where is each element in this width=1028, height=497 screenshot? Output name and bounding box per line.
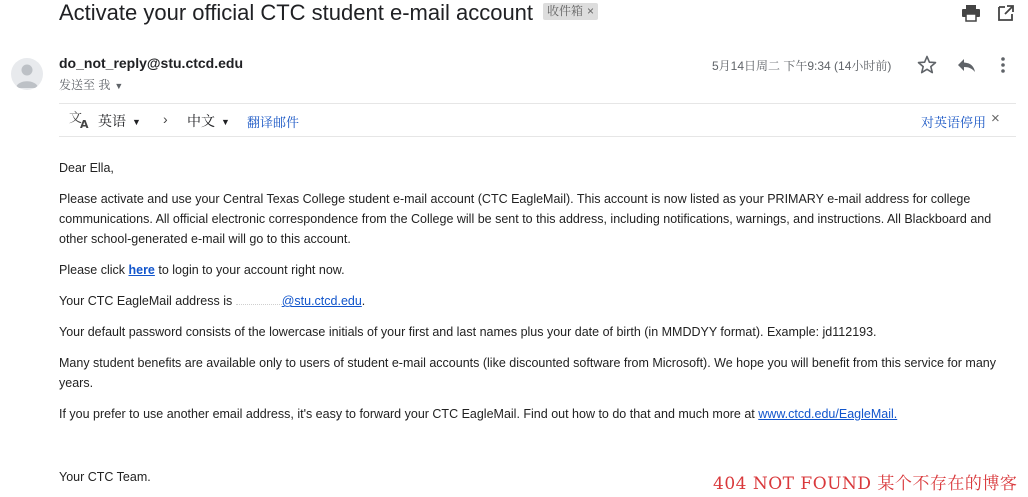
paragraph-benefits: Many student benefits are available only to users of student e-mail accounts (like discounted software from Microsoft). We hope you will benefit from this service for many years. <box>59 356 996 390</box>
paragraph-forward <box>59 404 1009 424</box>
email-date: 5月14日周二 下午9:34 (14小时前) <box>712 59 892 73</box>
redacted-username <box>236 294 282 305</box>
login-here-link[interactable]: here <box>128 263 155 277</box>
translate-message-link[interactable]: 翻译邮件 <box>247 115 300 130</box>
signoff: Your CTC Team. <box>59 470 151 484</box>
disable-translation-link[interactable]: 对英语停用 <box>921 115 987 130</box>
more-vert-icon[interactable] <box>997 54 1019 76</box>
label-chip-text: 收件箱 <box>547 3 584 18</box>
star-icon[interactable] <box>916 54 938 76</box>
avatar <box>11 58 43 90</box>
text: to login to your account right now. <box>154 263 345 277</box>
chevron-down-icon[interactable]: ▼ <box>114 81 124 91</box>
eaglemail-address-link[interactable] <box>236 294 362 308</box>
reply-icon[interactable] <box>955 54 977 76</box>
email-subject <box>59 0 598 26</box>
paragraph-activate: Please activate and use your Central Texas College student e-mail account (CTC EagleMail). This account is now listed as your PRIMARY e-mail address for college communications. All official electronic correspondence from the College will be sent to this address, including notifications, warnings, and instructions. All Blackboard and other school-generated e-mail will go to this account. <box>59 192 992 246</box>
chevron-right-icon: › <box>163 111 168 127</box>
chevron-down-icon: ▼ <box>132 117 141 127</box>
paragraph-address <box>59 291 1009 311</box>
paragraph-password: Your default password consists of the lowercase initials of your first and last names plus your date of birth (in MMDDYY format). Example: jd112193. <box>59 325 877 339</box>
target-language-select[interactable] <box>187 111 230 131</box>
translate-bar <box>59 103 1016 137</box>
blog-watermark: 404 NOT FOUND 某个不存在的博客 <box>713 474 1018 494</box>
remove-label-button[interactable]: × <box>587 3 595 18</box>
close-icon[interactable]: × <box>991 110 1000 127</box>
to-label: 发送至 我 <box>59 78 111 92</box>
print-icon[interactable] <box>960 4 982 22</box>
chevron-down-icon: ▼ <box>221 117 230 127</box>
text: Please click <box>59 263 129 277</box>
source-language-label: 英语 <box>98 113 126 129</box>
subject-text: Activate your official CTC student e-mail account <box>59 0 534 25</box>
svg-text:文: 文 <box>69 111 83 126</box>
address-domain: @stu.ctcd.edu <box>281 294 362 308</box>
sender-address[interactable]: do_not_reply@stu.ctcd.edu <box>59 55 244 71</box>
avatar-person-icon <box>11 58 43 90</box>
text: Your CTC EagleMail address is <box>59 294 236 308</box>
target-language-label: 中文 <box>187 113 215 129</box>
text: . <box>361 294 366 308</box>
text: If you prefer to use another email address, it's easy to forward your CTC EagleMail. Find out how to do that and much more at <box>59 407 759 421</box>
inbox-label-chip[interactable] <box>543 3 598 20</box>
translate-icon <box>69 109 91 132</box>
eaglemail-info-link[interactable]: www.ctcd.edu/EagleMail. <box>758 407 898 421</box>
email-body <box>59 158 1009 435</box>
svg-text:A: A <box>80 118 89 129</box>
paragraph-login <box>59 260 1009 280</box>
recipients-toggle[interactable] <box>59 76 123 93</box>
greeting: Dear Ella, <box>59 161 114 175</box>
source-language-select[interactable] <box>98 111 141 131</box>
open-in-new-window-icon[interactable] <box>997 4 1019 22</box>
